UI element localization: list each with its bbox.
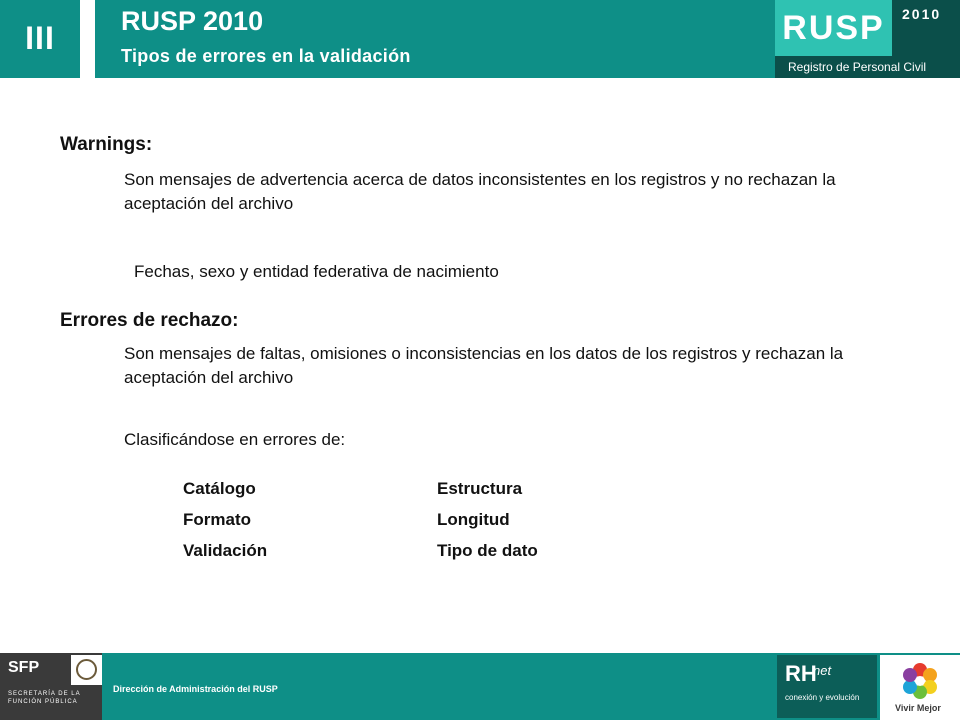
rechazo-heading: Errores de rechazo: — [60, 310, 239, 331]
rusp-logo-year: 2010 — [902, 6, 942, 22]
warnings-examples: Fechas, sexo y entidad federativa de nacimiento — [134, 262, 499, 281]
header-separator — [80, 0, 95, 78]
vivir-mejor-logo — [880, 655, 960, 720]
category-estructura: Estructura — [437, 479, 523, 498]
vivir-mejor-flower-icon — [900, 661, 940, 701]
rusp-logo-tagline: Registro de Personal Civil — [788, 60, 927, 74]
category-catalogo: Catálogo — [183, 479, 256, 498]
sfp-line-1: SECRETARÍA DE LA — [8, 691, 81, 697]
rhnet-logo — [777, 655, 877, 718]
category-longitud: Longitud — [437, 510, 510, 529]
footer-text: Dirección de Administración del RUSP — [113, 684, 278, 694]
category-tipo-de-dato: Tipo de dato — [437, 541, 538, 560]
sfp-logo-text: SFP — [8, 659, 40, 676]
rusp-logo-text: RUSP — [782, 8, 885, 47]
category-validacion: Validación — [183, 541, 268, 560]
rhnet-logo-net: net — [813, 663, 832, 678]
category-formato: Formato — [183, 510, 251, 529]
warnings-description: Son mensajes de advertencia acerca de datos inconsistentes en los registros y no rechazan la aceptación del archivo — [124, 170, 836, 213]
rusp-logo-band — [775, 56, 960, 78]
rhnet-logo-tagline: conexión y evolución — [785, 693, 860, 702]
page-subtitle: Tipos de errores en la validación — [121, 46, 411, 66]
rhnet-logo-main: RH — [785, 661, 817, 686]
rechazo-description: Son mensajes de faltas, omisiones o inconsistencias en los datos de los registros y rechazan la aceptación del archivo — [124, 344, 844, 387]
warnings-heading: Warnings: — [60, 134, 153, 155]
sfp-line-2: FUNCIÓN PÚBLICA — [8, 699, 78, 705]
seal-circle — [76, 659, 97, 680]
section-number-box — [0, 0, 80, 76]
rusp-logo-year-box — [892, 0, 960, 56]
vivir-mejor-text: Vivir Mejor — [895, 703, 941, 713]
section-number: III — [25, 19, 55, 56]
mexico-seal-icon — [71, 655, 102, 685]
sfp-logo-lines — [8, 690, 81, 706]
page-title: RUSP 2010 — [121, 6, 264, 36]
classification-intro: Clasificándose en errores de: — [124, 430, 346, 449]
rusp-logo-main — [775, 0, 892, 56]
rusp-logo — [775, 0, 960, 78]
